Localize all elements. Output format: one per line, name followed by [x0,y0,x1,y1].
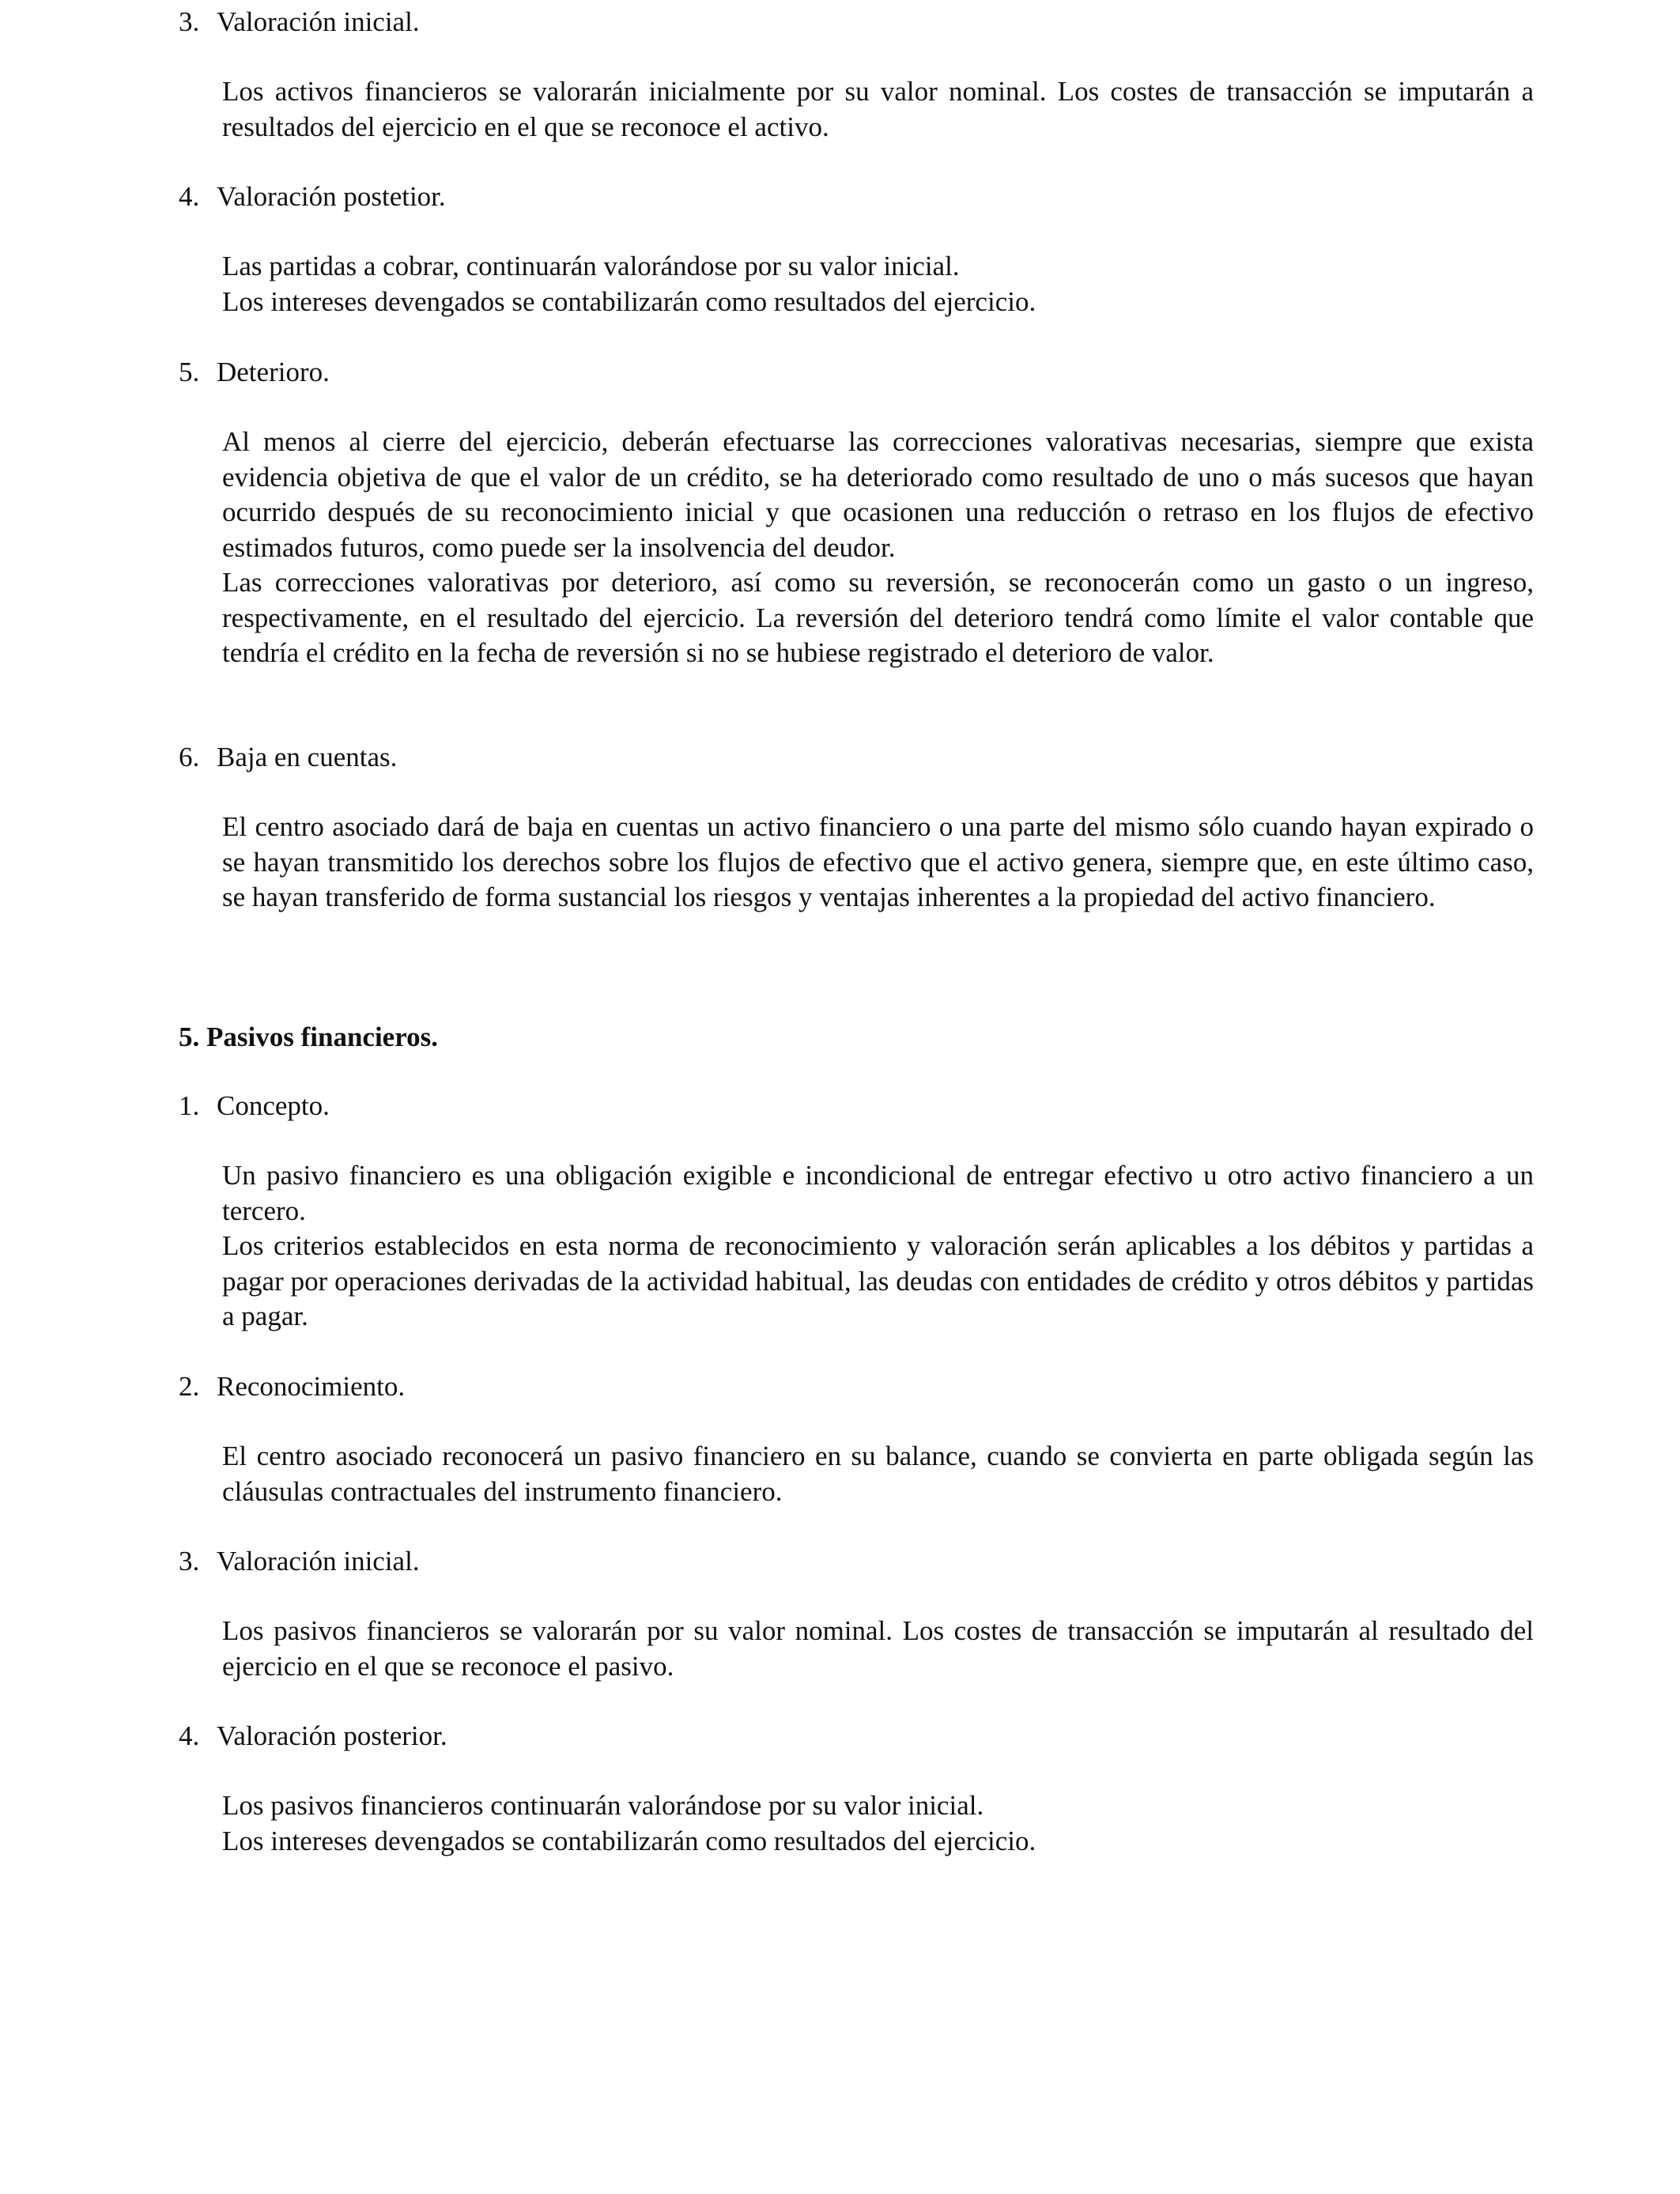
paragraph: Un pasivo financiero es una obligación exigible e incondicional de entregar efectivo u otro activo financiero a un tercero. [222,1160,1534,1226]
item-number: 6. [179,742,200,772]
item-heading [179,1719,1523,1754]
item-title: Concepto. [217,1090,330,1121]
item-body [222,74,1534,145]
item-title: Valoración postetior. [217,181,446,212]
item-body [222,425,1534,671]
item-heading [179,1544,1523,1580]
item-title: Baja en cuentas. [217,742,398,772]
paragraph: Los criterios establecidos en esta norma de reconocimiento y valoración serán aplicables a los débitos y partidas a pagar por operaciones derivadas de la actividad habitual, las deudas con entidades de crédito y otros débitos y partidas a pagar. [222,1230,1534,1331]
item-number: 3. [179,1546,200,1577]
item-number: 2. [179,1371,200,1402]
paragraph: Los pasivos financieros se valorarán por su valor nominal. Los costes de transacción se imputarán al resultado del ejercicio en el que se reconoce el pasivo. [222,1615,1534,1682]
item-number: 3. [179,6,200,37]
item-body [222,1158,1534,1335]
item-heading [179,179,1523,215]
item-title: Reconocimiento. [217,1371,406,1402]
item-heading [179,355,1523,391]
paragraph: El centro asociado reconocerá un pasivo financiero en su balance, cuando se convierta en parte obligada según las cláusulas contractuales del instrumento financiero. [222,1441,1534,1507]
item-body [222,810,1534,916]
item-heading [179,5,1523,40]
paragraph: Los pasivos financieros continuarán valorándose por su valor inicial. [222,1790,984,1821]
section-title: 5. Pasivos financieros. [179,1021,438,1052]
item-number: 4. [179,181,200,212]
item-title: Deterioro. [217,357,330,387]
paragraph: Los intereses devengados se contabilizarán como resultados del ejercicio. [222,1825,1036,1856]
item-number: 4. [179,1720,200,1751]
item-body [222,1439,1534,1509]
item-number: 1. [179,1090,200,1121]
paragraph: Los intereses devengados se contabilizarán como resultados del ejercicio. [222,285,1036,317]
item-heading [179,1089,1523,1124]
paragraph: Los activos financieros se valorarán inicialmente por su valor nominal. Los costes de transacción se imputarán a resultados del ejercicio en el que se reconoce el activo. [222,76,1534,142]
item-body [222,1788,1534,1859]
item-title: Valoración inicial. [217,6,420,37]
item-heading [179,1369,1523,1405]
paragraph: Al menos al cierre del ejercicio, deberán efectuarse las correcciones valorativas necesarias, siempre que exista evidencia objetiva de que el valor de un crédito, se ha deteriorado como resultado de uno o más sucesos que hayan ocurrido después de su reconocimiento inicial y que ocasionen una reducción o retraso en los flujos de efectivo estimados futuros, como puede ser la insolvencia del deudor. [222,426,1534,563]
paragraph: Las correcciones valorativas por deterioro, así como su reversión, se reconocerán como un gasto o un ingreso, respectivamente, en el resultado del ejercicio. La reversión del deterioro tendrá como límite el valor contable que tendría el crédito en la fecha de reversión si no se hubiese registrado el deterioro de valor. [222,567,1534,668]
item-body [222,1614,1534,1684]
item-title: Valoración posterior. [217,1720,447,1751]
item-body [222,249,1534,319]
paragraph: Las partidas a cobrar, continuarán valorándose por su valor inicial. [222,251,960,281]
item-number: 5. [179,357,200,387]
paragraph: El centro asociado dará de baja en cuentas un activo financiero o una parte del mismo sólo cuando hayan expirado o se hayan transmitido los derechos sobre los flujos de efectivo que el activo genera, siempre que, en este último caso, se hayan transferido de forma sustancial los riesgos y ventajas inherentes a la propiedad del activo financiero. [222,811,1534,912]
item-title: Valoración inicial. [217,1546,420,1577]
item-heading [179,740,1523,776]
